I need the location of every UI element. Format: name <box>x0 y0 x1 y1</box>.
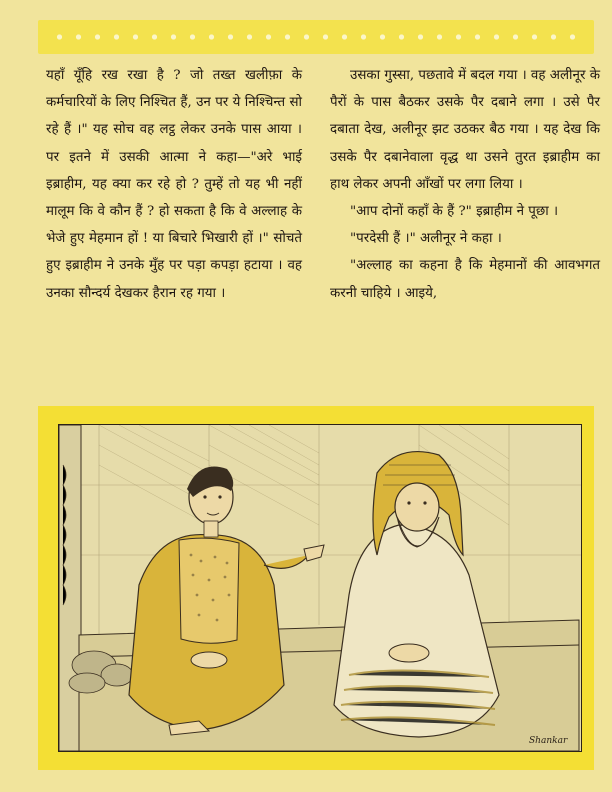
right-paragraph-2: "आप दोनों कहाँ के हैं ?" इब्राहीम ने पूछा । <box>350 204 559 220</box>
right-paragraph-1: उसका गुस्सा, पछतावे में बदल गया । वह अलीनूर के पैरों के पास बैठकर उसके पैर दबाने लगा । उसे पैर दबाता देख, अलीनूर झट उठकर बैठ गया । यह देख कि उसके पैर दबानेवाला वृद्ध था उसने तुरत इब्राहीम का हाथ लेकर अपनी आँखों पर लगा लिया । <box>330 68 600 192</box>
right-text-column <box>330 62 600 307</box>
illustration-young-man-and-old-man-seated-icon <box>59 425 581 751</box>
right-paragraph-4: "अल्लाह का कहना है कि मेहमानों की आवभगत करनी चाहिये । आइये, <box>330 258 600 301</box>
illustration <box>58 424 582 752</box>
decorative-dots <box>50 33 580 41</box>
left-paragraph-1: यहाँ यूँहि रख रखा है ? जो तख्त खलीफ़ा के कर्मचारियों के लिए निश्चित हैं, उन पर ये निश्चिन्त सो रहे हैं ।" यह सोच वह लट्ठ लेकर उनके पास आया । पर इतने में उसकी आत्मा ने कहा—"अरे भाई इब्राहीम, यह क्या कर रहे हो ? तुम्हें तो यह भी नहीं मालूम कि वे कौन हैं ? हो सकता है कि वे अल्लाह के भेजे हुए मेहमान हों ! या बिचारे भिखारी हों ।" सोचते हुए इब्राहीम ने उनके मुँह पर पड़ा कपड़ा हटाया । वह उनका सौन्दर्य देखकर हैरान रह गया । <box>46 68 302 301</box>
right-paragraph-3: "परदेसी हैं ।" अलीनूर ने कहा । <box>350 231 502 247</box>
artist-signature: Shankar <box>529 736 568 746</box>
left-text-column <box>46 62 302 307</box>
